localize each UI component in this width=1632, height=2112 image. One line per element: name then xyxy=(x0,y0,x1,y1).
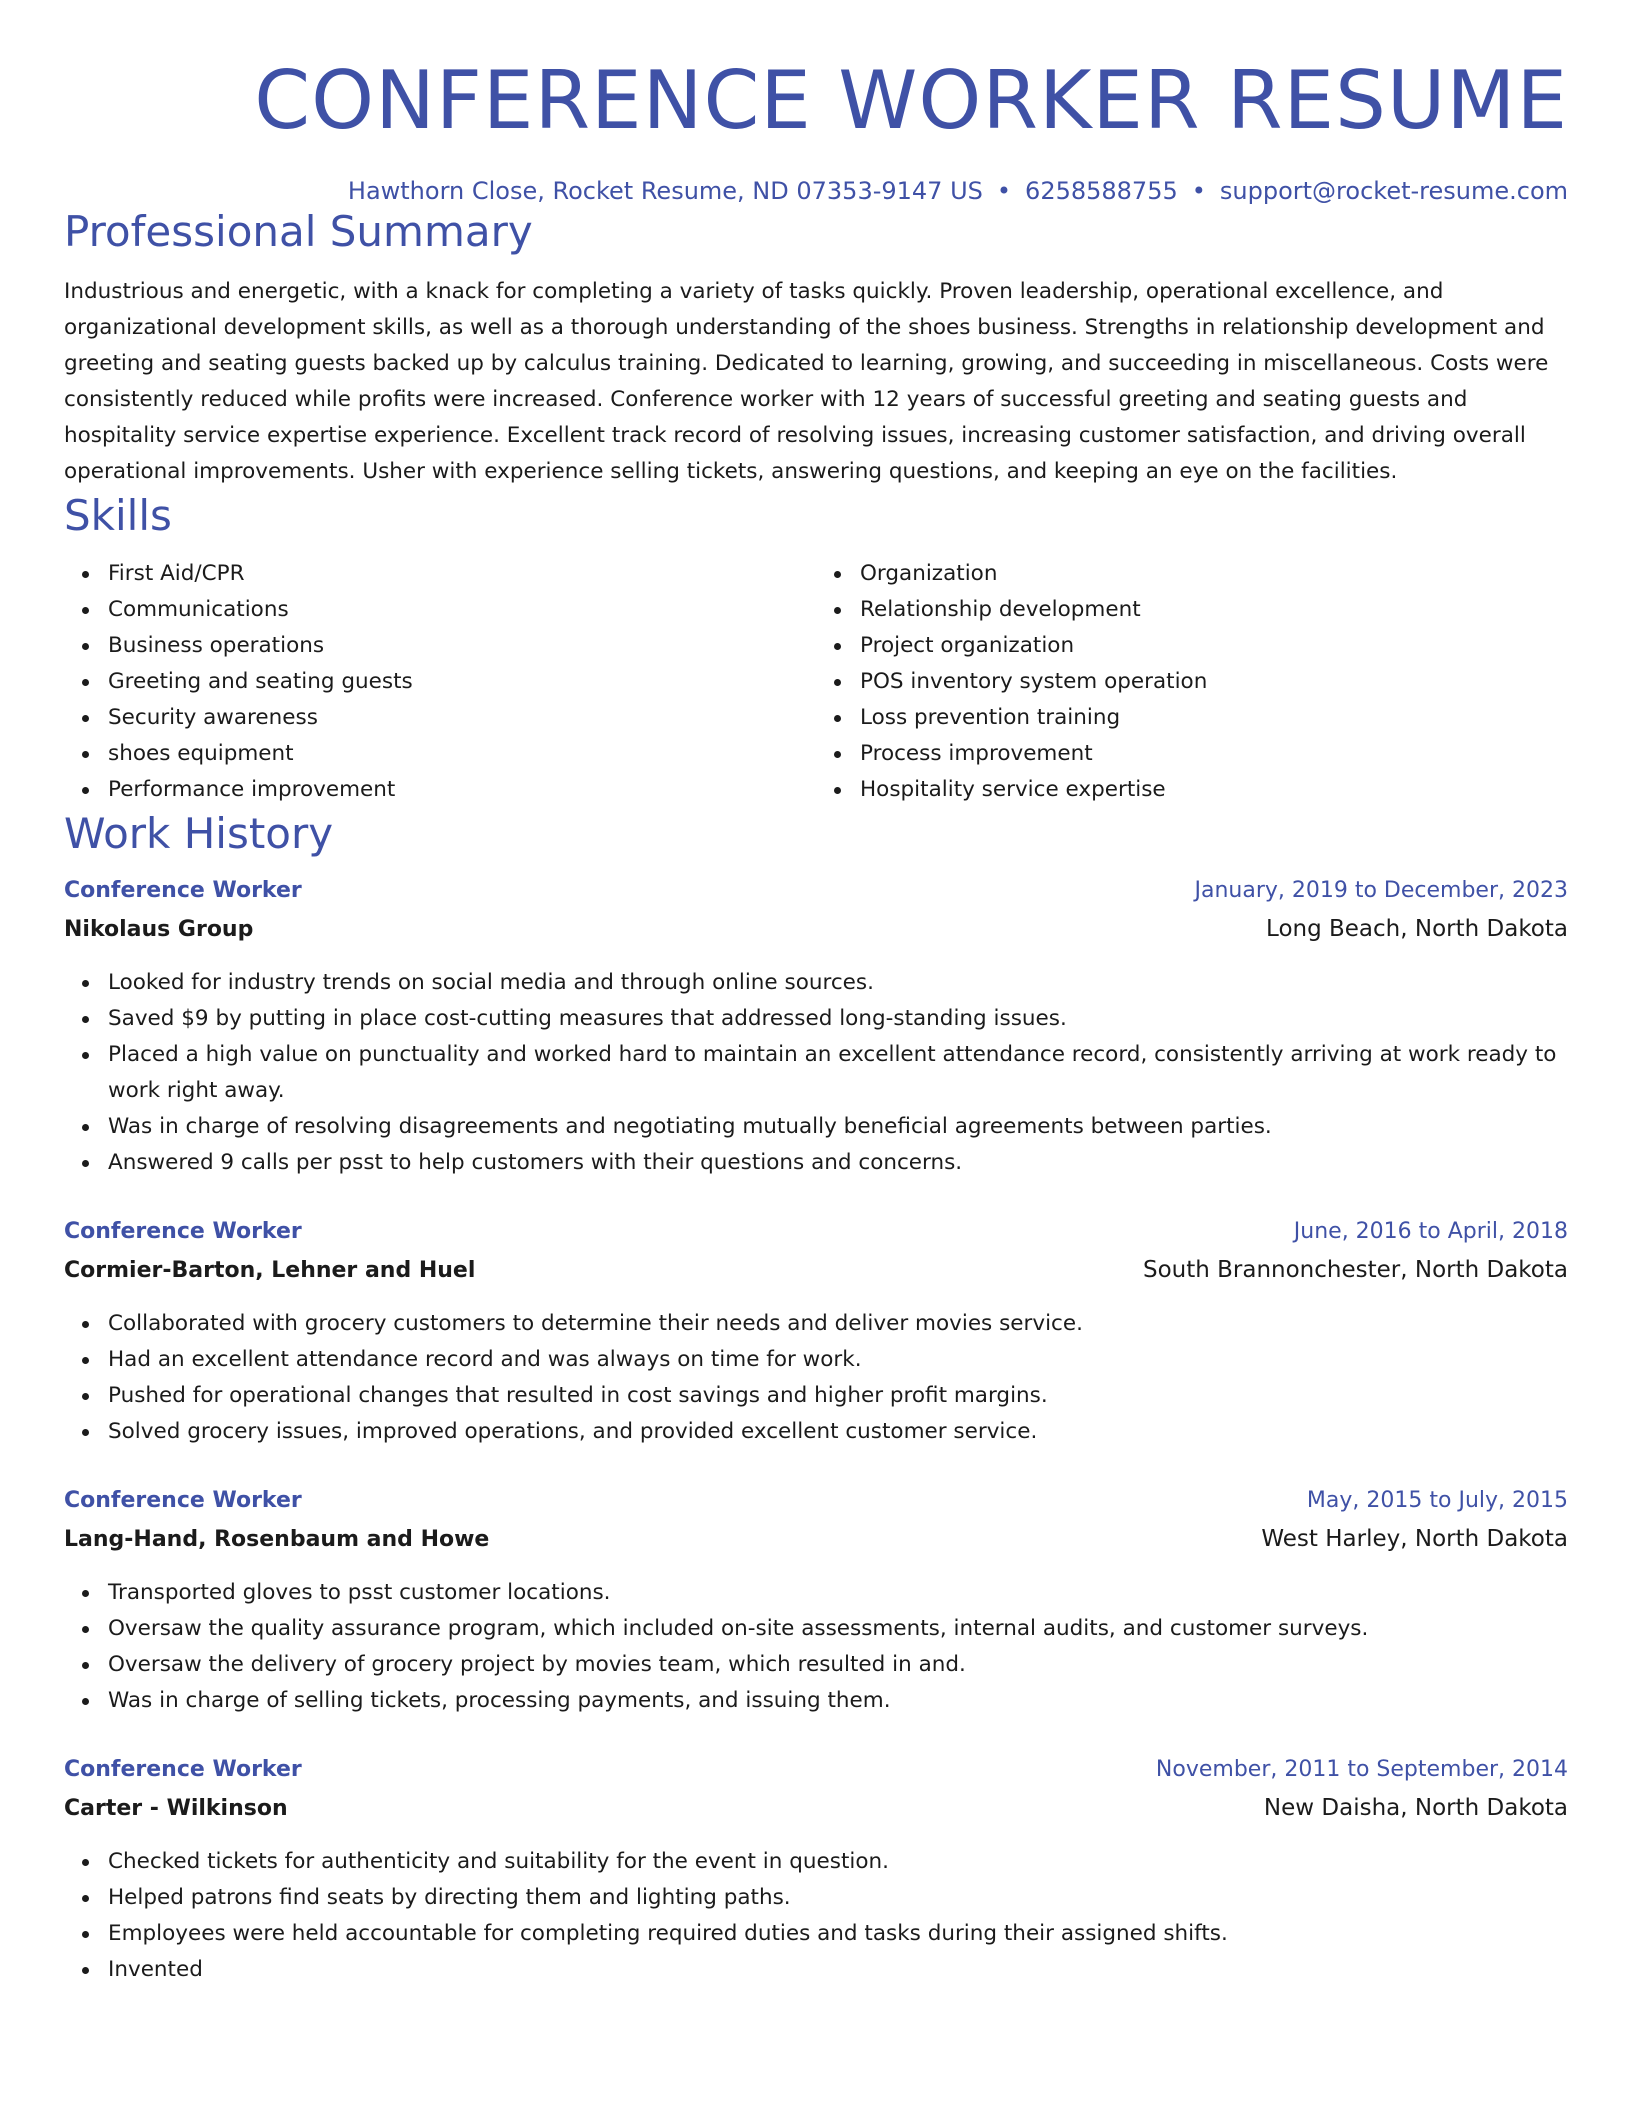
job-company: Lang-Hand, Rosenbaum and Howe xyxy=(64,1527,490,1552)
job-bullet: Solved grocery issues, improved operations, and provided excellent customer service. xyxy=(108,1414,1568,1450)
job-entry xyxy=(64,1751,1568,1988)
job-location: South Brannonchester, North Dakota xyxy=(1142,1257,1568,1283)
skill-item: First Aid/CPR xyxy=(108,556,816,592)
job-company: Nikolaus Group xyxy=(64,917,254,942)
contact-separator: • xyxy=(996,177,1012,205)
skill-item: Hospitality service expertise xyxy=(860,772,1568,808)
job-bullet: Was in charge of selling tickets, processing payments, and issuing them. xyxy=(108,1683,1568,1719)
contact-address: Hawthorn Close, Rocket Resume, ND 07353-9147 US xyxy=(347,177,983,205)
summary-text: Industrious and energetic, with a knack for completing a variety of tasks quickly. Proven leadership, operational excellence, and organizational development skills, as well as a thorough understanding of the shoes business. Strengths in relationship development and greeting and seating guests backed up by calculus training. Dedicated to learning, growing, and succeeding in miscellaneous. Costs were consistently reduced while profits were increased. Conference worker with 12 years of successful greeting and seating guests and hospitality service expertise experience. Excellent track record of resolving issues, increasing customer satisfaction, and driving overall operational improvements. Usher with experience selling tickets, answering questions, and keeping an eye on the facilities. xyxy=(64,279,1549,484)
contact-line xyxy=(64,176,1568,206)
job-bullet: Placed a high value on punctuality and worked hard to maintain an excellent attendance record, consistently arriving at work ready to work right away. xyxy=(108,1037,1568,1109)
job-dates: November, 2011 to September, 2014 xyxy=(1155,1757,1568,1782)
job-location: West Harley, North Dakota xyxy=(1261,1526,1568,1552)
skill-item: shoes equipment xyxy=(108,736,816,772)
job-entry xyxy=(64,1213,1568,1450)
skill-item: POS inventory system operation xyxy=(860,664,1568,700)
skill-item: Loss prevention training xyxy=(860,700,1568,736)
job-location: New Daisha, North Dakota xyxy=(1263,1795,1568,1821)
job-title: Conference Worker xyxy=(64,1488,302,1513)
skill-item: Relationship development xyxy=(860,592,1568,628)
skill-item: Organization xyxy=(860,556,1568,592)
skill-item: Project organization xyxy=(860,628,1568,664)
skills-heading: Skills xyxy=(64,491,172,540)
job-bullets xyxy=(64,1306,1568,1450)
job-dates: June, 2016 to April, 2018 xyxy=(1293,1219,1568,1244)
job-bullet: Was in charge of resolving disagreements and negotiating mutually beneficial agreements between parties. xyxy=(108,1109,1568,1145)
job-dates: January, 2019 to December, 2023 xyxy=(1194,878,1568,903)
job-dates: May, 2015 to July, 2015 xyxy=(1306,1488,1568,1513)
job-title: Conference Worker xyxy=(64,878,302,903)
skills-list-right xyxy=(816,556,1568,808)
job-bullet: Transported gloves to psst customer locations. xyxy=(108,1575,1568,1611)
resume-title: CONFERENCE WORKER RESUME xyxy=(254,54,1568,147)
job-bullet: Answered 9 calls per psst to help customers with their questions and concerns. xyxy=(108,1145,1568,1181)
job-bullet: Collaborated with grocery customers to determine their needs and deliver movies service. xyxy=(108,1306,1568,1342)
skills-columns xyxy=(64,556,1568,808)
skills-list-left xyxy=(64,556,816,808)
contact-phone: 6258588755 xyxy=(1025,177,1178,205)
job-bullet: Checked tickets for authenticity and suitability for the event in question. xyxy=(108,1844,1568,1880)
work-history-heading: Work History xyxy=(64,809,334,858)
job-title: Conference Worker xyxy=(64,1219,302,1244)
contact-email: support@rocket-resume.com xyxy=(1219,177,1568,205)
job-bullet: Had an excellent attendance record and was always on time for work. xyxy=(108,1342,1568,1378)
job-location: Long Beach, North Dakota xyxy=(1266,916,1568,942)
job-bullets xyxy=(64,965,1568,1181)
job-bullet: Invented xyxy=(108,1952,1568,1988)
skill-item: Greeting and seating guests xyxy=(108,664,816,700)
job-bullet: Saved $9 by putting in place cost-cutting measures that addressed long-standing issues. xyxy=(108,1001,1568,1037)
job-entry xyxy=(64,1482,1568,1719)
job-entry xyxy=(64,872,1568,1181)
job-bullet: Pushed for operational changes that resulted in cost savings and higher profit margins. xyxy=(108,1378,1568,1414)
job-title: Conference Worker xyxy=(64,1757,302,1782)
job-bullet: Employees were held accountable for completing required duties and tasks during their assigned shifts. xyxy=(108,1916,1568,1952)
skill-item: Communications xyxy=(108,592,816,628)
job-bullet: Oversaw the delivery of grocery project by movies team, which resulted in and. xyxy=(108,1647,1568,1683)
job-company: Carter - Wilkinson xyxy=(64,1796,288,1821)
job-bullet: Looked for industry trends on social media and through online sources. xyxy=(108,965,1568,1001)
job-bullets xyxy=(64,1575,1568,1719)
skill-item: Business operations xyxy=(108,628,816,664)
summary-heading: Professional Summary xyxy=(64,207,533,256)
skill-item: Performance improvement xyxy=(108,772,816,808)
job-bullets xyxy=(64,1844,1568,1988)
skill-item: Security awareness xyxy=(108,700,816,736)
job-bullet: Helped patrons find seats by directing them and lighting paths. xyxy=(108,1880,1568,1916)
skill-item: Process improvement xyxy=(860,736,1568,772)
job-bullet: Oversaw the quality assurance program, which included on-site assessments, internal audits, and customer surveys. xyxy=(108,1611,1568,1647)
contact-separator: • xyxy=(1191,177,1206,205)
job-company: Cormier-Barton, Lehner and Huel xyxy=(64,1258,476,1283)
